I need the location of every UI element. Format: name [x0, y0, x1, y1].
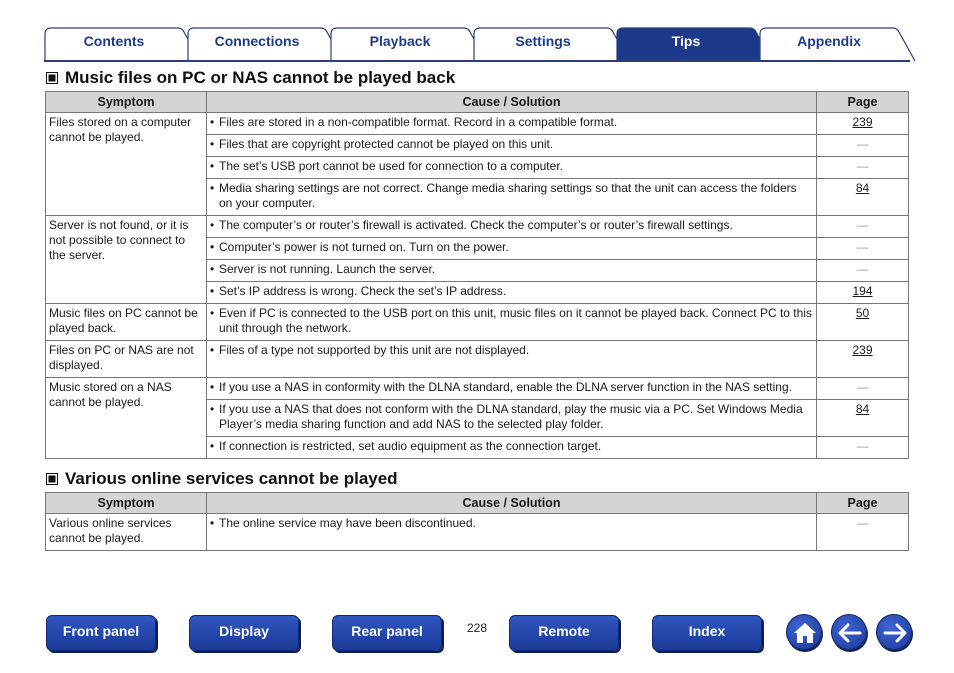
page-cell	[817, 238, 909, 260]
cause-text: Media sharing settings are not correct. Change media sharing settings so that the unit can access the folders on your computer.	[219, 181, 797, 210]
page-cell	[817, 260, 909, 282]
section-title-music-files	[46, 67, 455, 89]
cause-text: Files that are copyright protected cannot be played on this unit.	[219, 137, 554, 151]
section-square-icon	[46, 72, 58, 84]
table-header-row	[46, 493, 909, 514]
table-row	[46, 113, 909, 135]
page-cell	[817, 437, 909, 459]
table-row	[46, 304, 909, 341]
page-reference-link[interactable]: 194	[852, 284, 873, 298]
header-page: Page	[817, 493, 909, 514]
table-row	[46, 216, 909, 238]
bullet-icon: •	[210, 439, 215, 453]
cause-text: Computer’s power is not turned on. Turn on the power.	[219, 240, 509, 254]
bullet-icon: •	[210, 516, 215, 530]
cause-cell	[207, 157, 817, 179]
table-row	[46, 378, 909, 400]
back-button[interactable]	[831, 614, 867, 650]
cause-text: The set’s USB port cannot be used for connection to a computer.	[219, 159, 563, 173]
page-reference-link[interactable]: 84	[855, 181, 870, 195]
bullet-icon: •	[210, 380, 215, 394]
page-dash: —	[856, 262, 869, 276]
header-symptom: Symptom	[46, 92, 207, 113]
home-icon	[792, 620, 818, 646]
page-cell	[817, 341, 909, 378]
cause-cell	[207, 341, 817, 378]
cause-cell	[207, 514, 817, 551]
display-button[interactable]: Display	[189, 615, 299, 651]
bullet-icon: •	[210, 284, 215, 298]
cause-text: Files are stored in a non-compatible format. Record in a compatible format.	[219, 115, 618, 129]
cause-text: Even if PC is connected to the USB port on this unit, music files on it cannot be played back. Connect PC to this unit through the network.	[219, 306, 812, 335]
page-reference-link[interactable]: 50	[855, 306, 870, 320]
symptom-cell: Various online services cannot be played.	[46, 514, 207, 551]
cause-cell	[207, 260, 817, 282]
cause-cell	[207, 304, 817, 341]
front-panel-button[interactable]: Front panel	[46, 615, 156, 651]
page-cell	[817, 179, 909, 216]
page-cell	[817, 514, 909, 551]
page-dash: —	[856, 439, 869, 453]
header-symptom: Symptom	[46, 493, 207, 514]
page-reference-link[interactable]: 84	[855, 402, 870, 416]
page-dash: —	[856, 240, 869, 254]
symptom-cell: Music files on PC cannot be played back.	[46, 304, 207, 341]
tab-label: Playback	[369, 33, 431, 49]
cause-text: The computer’s or router’s firewall is activated. Check the computer’s or router’s firewall settings.	[219, 218, 733, 232]
bullet-icon: •	[210, 306, 215, 320]
bullet-icon: •	[210, 137, 215, 151]
cause-cell	[207, 282, 817, 304]
page-cell	[817, 157, 909, 179]
cause-text: Set’s IP address is wrong. Check the set’s IP address.	[219, 284, 507, 298]
bullet-icon: •	[210, 218, 215, 232]
forward-button[interactable]	[876, 614, 912, 650]
tab-label: Tips	[671, 33, 701, 49]
tab-label: Contents	[83, 33, 145, 49]
page-number: 228	[466, 621, 488, 635]
bullet-icon: •	[210, 240, 215, 254]
page-dash: —	[856, 516, 869, 530]
page-cell	[817, 282, 909, 304]
bullet-icon: •	[210, 181, 215, 195]
cause-text: The online service may have been discontinued.	[219, 516, 476, 530]
page-reference-link[interactable]: 239	[852, 343, 873, 357]
section-square-icon	[46, 473, 58, 485]
index-button[interactable]: Index	[652, 615, 762, 651]
page-dash: —	[856, 137, 869, 151]
symptom-cell: Files stored on a computer cannot be played.	[46, 113, 207, 216]
header-cause-solution: Cause / Solution	[207, 493, 817, 514]
page-cell	[817, 400, 909, 437]
tab-label: Connections	[214, 33, 300, 49]
symptom-cell: Files on PC or NAS are not displayed.	[46, 341, 207, 378]
troubleshooting-table-online-services	[45, 492, 909, 551]
page-cell	[817, 304, 909, 341]
forward-arrow-icon	[882, 620, 908, 646]
table-row	[46, 341, 909, 378]
page-reference-link[interactable]: 239	[852, 115, 873, 129]
page-cell	[817, 135, 909, 157]
page-cell	[817, 216, 909, 238]
cause-cell	[207, 437, 817, 459]
back-arrow-icon	[837, 620, 863, 646]
symptom-cell: Music stored on a NAS cannot be played.	[46, 378, 207, 459]
cause-cell	[207, 113, 817, 135]
section-title-text: Music files on PC or NAS cannot be played back	[65, 68, 456, 87]
remote-button[interactable]: Remote	[509, 615, 619, 651]
bullet-icon: •	[210, 343, 215, 357]
cause-cell	[207, 400, 817, 437]
cause-text: If connection is restricted, set audio equipment as the connection target.	[219, 439, 602, 453]
rear-panel-button[interactable]: Rear panel	[332, 615, 442, 651]
cause-cell	[207, 238, 817, 260]
section-title-online-services	[46, 468, 398, 490]
bullet-icon: •	[210, 115, 215, 129]
tab-bar-underline	[44, 60, 910, 62]
table-row	[46, 514, 909, 551]
bullet-icon: •	[210, 159, 215, 173]
tab-label: Settings	[515, 33, 571, 49]
bullet-icon: •	[210, 402, 215, 416]
cause-text: Server is not running. Launch the server.	[219, 262, 436, 276]
cause-cell	[207, 135, 817, 157]
troubleshooting-table-music-files	[45, 91, 909, 459]
cause-cell	[207, 216, 817, 238]
table-header-row	[46, 92, 909, 113]
page-dash: —	[856, 380, 869, 394]
top-tab-bar	[44, 27, 908, 61]
symptom-cell: Server is not found, or it is not possible to connect to the server.	[46, 216, 207, 304]
tab-appendix[interactable]	[759, 27, 929, 61]
page-cell	[817, 113, 909, 135]
header-cause-solution: Cause / Solution	[207, 92, 817, 113]
cause-text: If you use a NAS that does not conform with the DLNA standard, play the music via a PC. Set Windows Media Player’s media sharing function and add NAS to the selected play folder.	[219, 402, 803, 431]
cause-text: If you use a NAS in conformity with the DLNA standard, enable the DLNA server function in the NAS setting.	[219, 380, 792, 394]
header-page: Page	[817, 92, 909, 113]
cause-text: Files of a type not supported by this unit are not displayed.	[219, 343, 530, 357]
home-button[interactable]	[786, 614, 822, 650]
cause-cell	[207, 179, 817, 216]
page-dash: —	[856, 218, 869, 232]
page-dash: —	[856, 159, 869, 173]
tab-label: Appendix	[797, 33, 861, 49]
cause-cell	[207, 378, 817, 400]
section-title-text: Various online services cannot be played	[65, 469, 398, 488]
page-cell	[817, 378, 909, 400]
bullet-icon: •	[210, 262, 215, 276]
